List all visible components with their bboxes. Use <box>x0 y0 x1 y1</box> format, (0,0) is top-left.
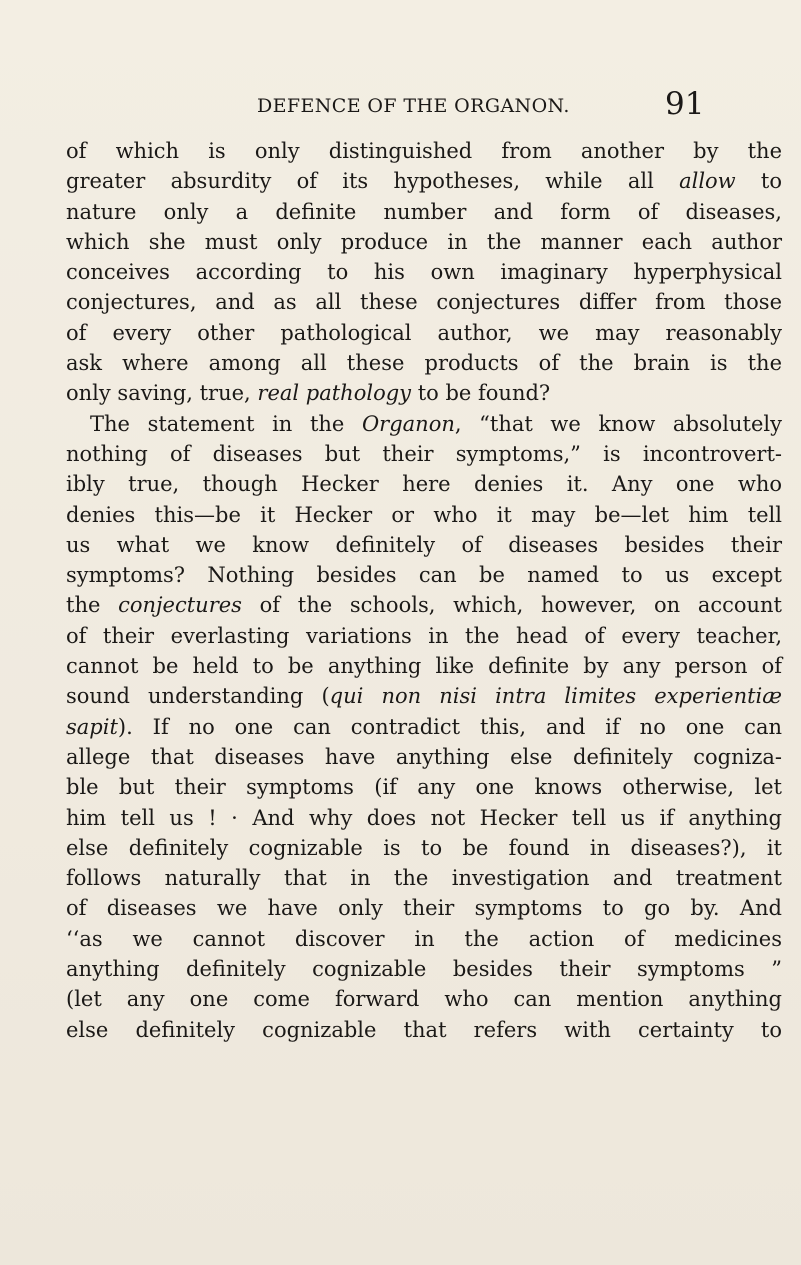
text-line <box>66 621 782 651</box>
text-run: denies this—be it Hecker or who it may be—let him tell <box>66 502 782 527</box>
text-run: to <box>735 169 782 194</box>
text-line <box>66 954 782 984</box>
text-line <box>66 500 782 530</box>
text-line <box>66 318 782 348</box>
text-line <box>66 378 782 408</box>
text-run: symptoms? Nothing besides can be named to us except <box>66 563 782 588</box>
text-run: allege that diseases have anything else definitely cogniza- <box>66 744 782 769</box>
text-run: conjectures, and as all these conjectures differ from those <box>66 290 782 315</box>
text-run: nature only a definite number and form of diseases, <box>66 199 782 224</box>
text-run: him tell us ! · And why does not Hecker tell us if anything <box>66 805 782 830</box>
text-line <box>66 863 782 893</box>
page-number: 91 <box>665 86 705 122</box>
text-line <box>66 590 782 620</box>
text-run: else definitely cognizable that refers with certainty to <box>66 1017 782 1042</box>
text-run: follows naturally that in the investigation and treatment <box>66 866 782 891</box>
text-line <box>66 197 782 227</box>
italic-run: sapit <box>66 714 118 739</box>
text-run: of their everlasting variations in the head of every teacher, <box>66 623 782 648</box>
text-line <box>66 136 782 166</box>
text-line <box>66 439 782 469</box>
text-run: cannot be held to be anything like definite by any person of <box>66 654 782 679</box>
text-run: ‘‘as we cannot discover in the action of medicines <box>66 926 782 951</box>
text-line <box>66 560 782 590</box>
text-line <box>66 348 782 378</box>
text-line <box>66 742 782 772</box>
text-run: ibly true, though Hecker here denies it. Any one who <box>66 472 782 497</box>
text-run: nothing of diseases but their symptoms,” is incontrovert- <box>66 441 782 466</box>
text-run: greater absurdity of its hypotheses, while all <box>66 169 680 194</box>
text-line <box>66 1015 782 1045</box>
text-run: The statement in the <box>90 411 362 436</box>
text-line <box>66 469 782 499</box>
text-line <box>66 166 782 196</box>
text-line <box>66 924 782 954</box>
text-run: conceives according to his own imaginary hyperphysical <box>66 260 782 285</box>
italic-run: real pathology <box>257 381 412 406</box>
italic-run: allow <box>679 169 736 194</box>
text-line <box>66 681 782 711</box>
text-line <box>66 772 782 802</box>
text-run: anything definitely cognizable besides their symptoms ” <box>66 957 782 982</box>
text-run: of every other pathological author, we may reasonably <box>66 320 782 345</box>
text-line <box>66 833 782 863</box>
text-run: which she must only produce in the manner each author <box>66 229 782 254</box>
body-text <box>66 136 782 1045</box>
italic-run: Organon <box>361 411 455 436</box>
italic-run: conjectures <box>118 593 242 618</box>
text-run: to be found? <box>411 381 551 406</box>
running-head: DEFENCE OF THE ORGANON. <box>257 95 570 117</box>
text-run: us what we know definitely of diseases besides their <box>66 532 782 557</box>
text-line <box>66 227 782 257</box>
page-header <box>257 88 777 128</box>
text-run: (let any one come forward who can mention anything <box>66 987 782 1012</box>
text-line <box>66 803 782 833</box>
text-run: only saving, true, <box>66 381 258 406</box>
text-run: ble but their symptoms (if any one knows otherwise, let <box>66 775 782 800</box>
text-line <box>66 409 782 439</box>
text-run: the <box>66 593 119 618</box>
text-line <box>66 257 782 287</box>
text-line <box>66 893 782 923</box>
text-run: of the schools, which, however, on account <box>241 593 782 618</box>
text-run: of which is only distinguished from another by the <box>66 139 782 163</box>
text-run: sound understanding ( <box>66 684 330 709</box>
text-run: else definitely cognizable is to be found in diseases?), it <box>66 835 782 860</box>
text-line <box>66 712 782 742</box>
text-line <box>66 287 782 317</box>
text-run: , “that we know absolutely <box>454 411 782 436</box>
text-run: ). If no one can contradict this, and if no one can <box>117 714 782 739</box>
text-run: of diseases we have only their symptoms to go by. And <box>66 896 782 921</box>
text-line <box>66 651 782 681</box>
italic-run: qui non nisi intra limites experientiæ <box>329 684 782 709</box>
text-line <box>66 530 782 560</box>
text-run: ask where among all these products of the brain is the <box>66 351 782 376</box>
text-line <box>66 984 782 1014</box>
